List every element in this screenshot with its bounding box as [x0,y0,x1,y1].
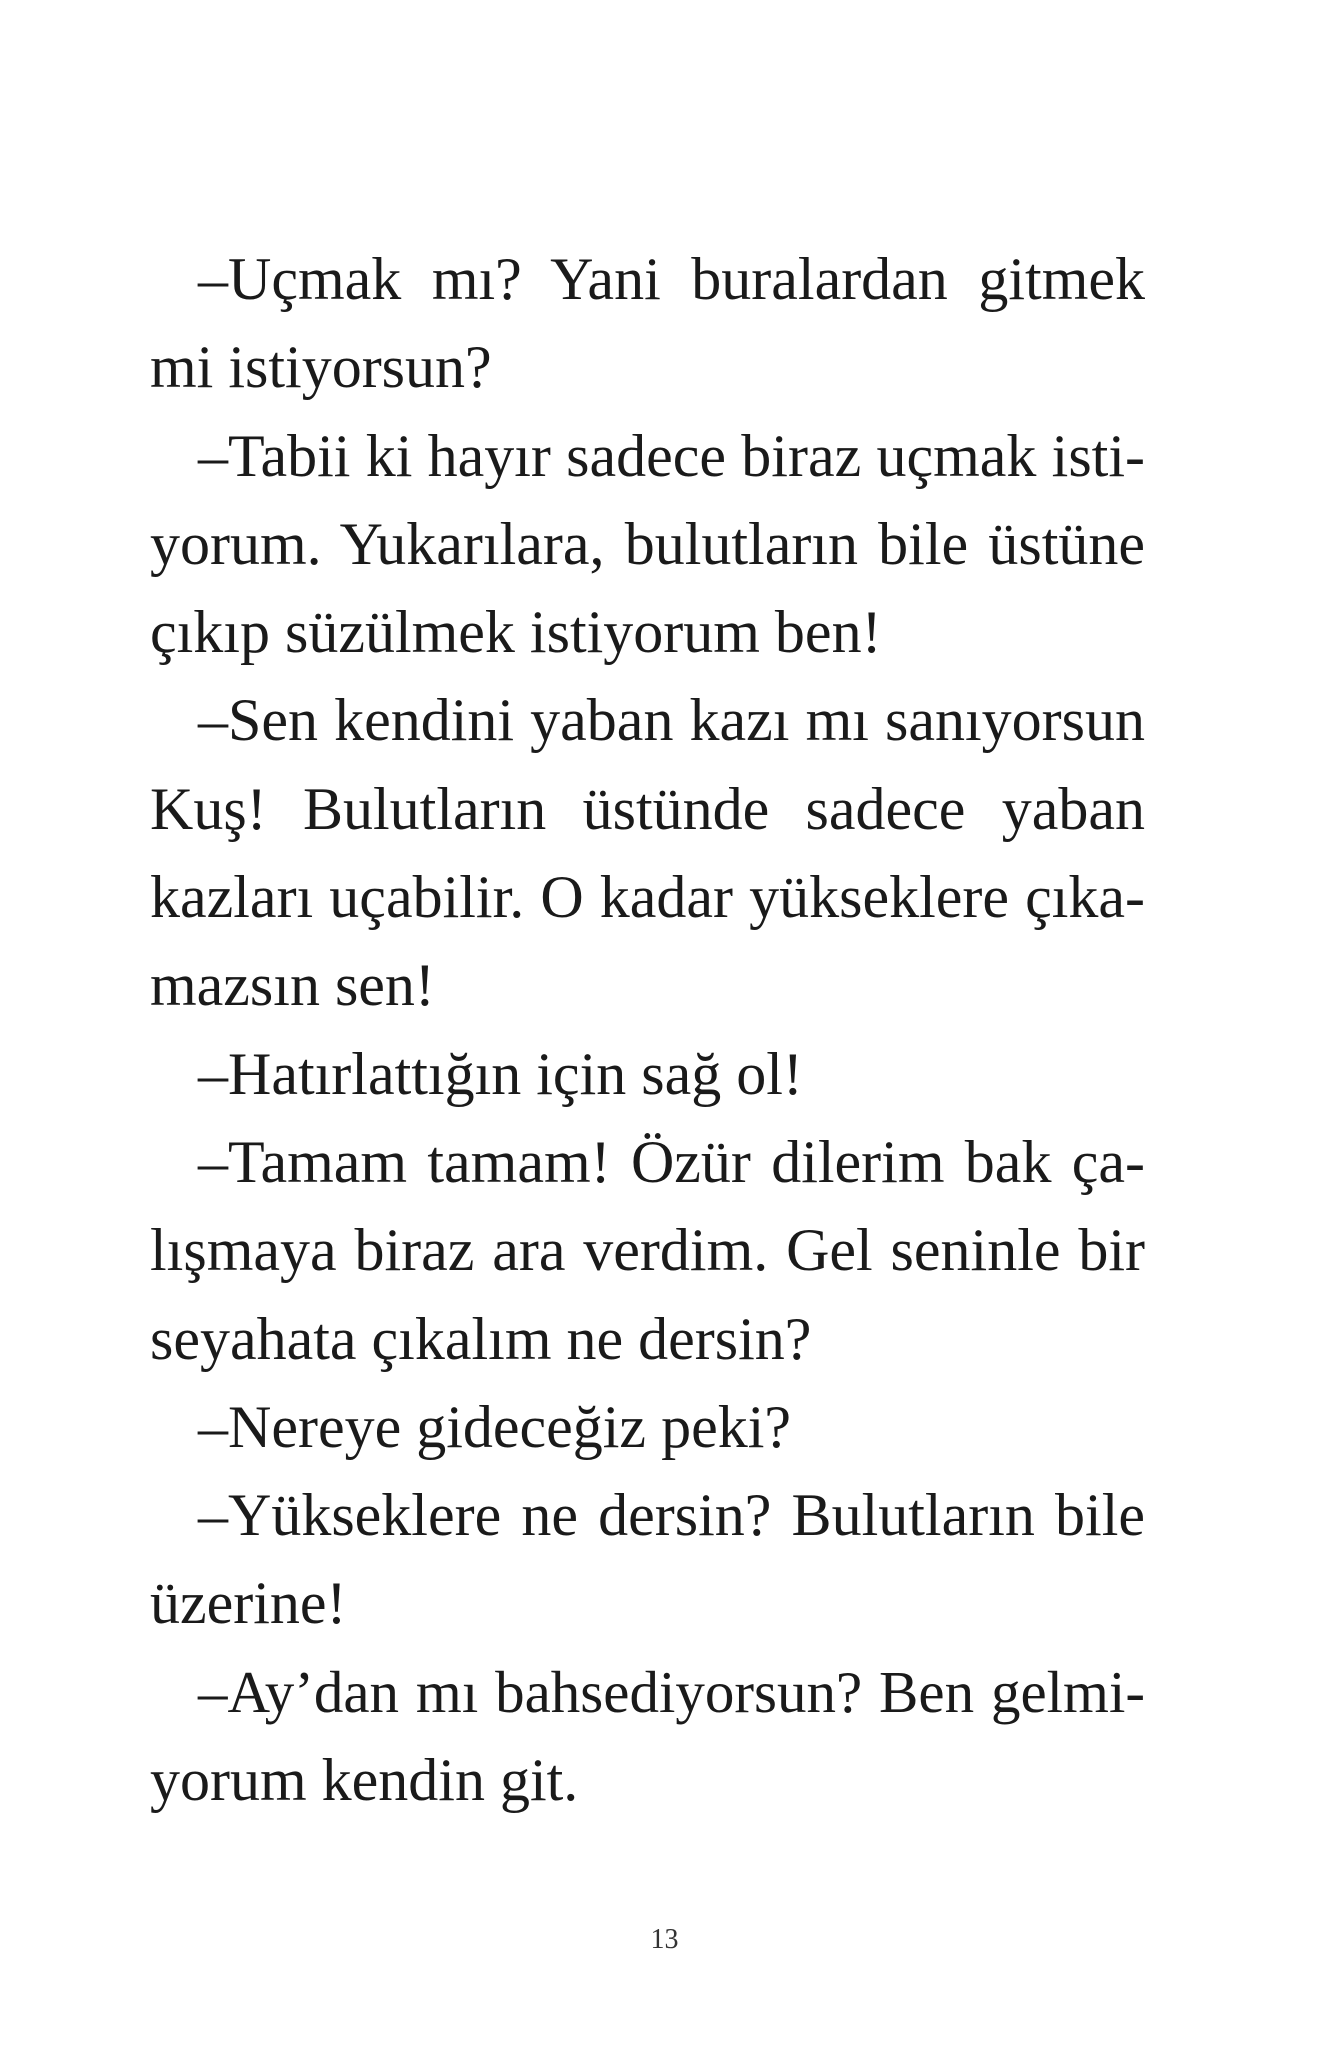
text-line: –Uçmak mı? Yani buralardan gitmek [198,246,1145,312]
text-line: yorum kendin git. [150,1747,579,1814]
body-text [150,235,1145,1824]
text-line: –Hatırlattığın için sağ ol! [198,1040,803,1107]
text-line: –Yükseklere ne dersin? Bulutların bile [198,1482,1145,1549]
text-line: mi istiyorsun? [150,334,492,401]
text-line: yorum. Yukarılara, bulutların bile üstüne [150,510,1145,577]
text-line: –Ay’dan mı bahsediyorsun? Ben gelmi- [198,1658,1145,1725]
text-line: seyahata çıkalım ne dersin? [150,1305,812,1372]
text-line: çıkıp süzülmek istiyorum ben! [150,599,882,666]
text-line: –Sen kendini yaban kazı mı sanıyorsun [198,687,1145,754]
text-line: lışmaya biraz ara verdim. Gel seninle bir [150,1217,1145,1284]
text-line: mazsın sen! [150,952,435,1019]
text-line: üzerine! [150,1570,347,1637]
page-number: 13 [650,1924,679,1955]
text-line: kazları uçabilir. O kadar yükseklere çıka- [150,864,1145,931]
text-line: Kuş! Bulutların üstünde sadece yaban [150,775,1145,842]
text-line: –Nereye gideceğiz peki? [198,1393,791,1460]
text-line: –Tabii ki hayır sadece biraz uçmak isti- [198,422,1145,489]
text-line: –Tamam tamam! Özür dilerim bak ça- [198,1128,1145,1195]
